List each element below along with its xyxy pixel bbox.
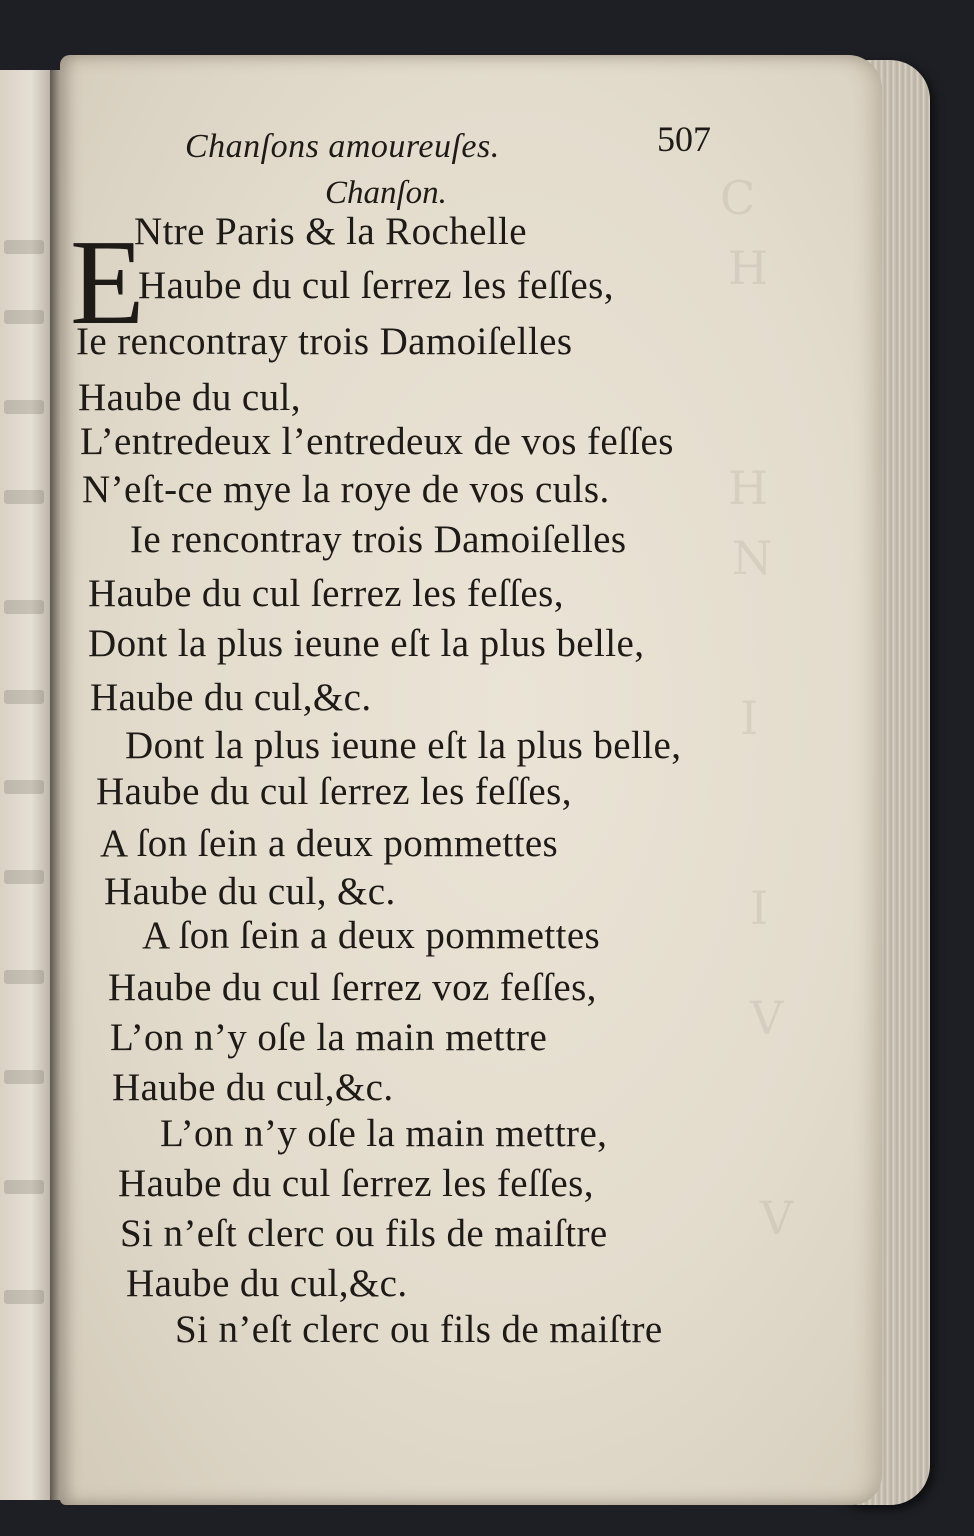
verse-line: Haube du cul, <box>78 376 301 419</box>
verse-line: Haube du cul, &c. <box>104 870 396 913</box>
verse-line: N’eſt-ce mye la roye de vos culs. <box>82 468 610 511</box>
verse-line: Si n’eſt clerc ou fils de maiſtre <box>120 1212 608 1255</box>
verse-line: Haube du cul ſerrez les feſſes, <box>138 264 614 307</box>
verse-line: L’on n’y oſe la main mettre, <box>160 1112 608 1155</box>
verse-line: Dont la plus ieune eſt la plus belle, <box>88 622 645 665</box>
verse-line: Haube du cul ſerrez voz feſſes, <box>108 966 597 1009</box>
verse-line: A ſon ſein a deux pommettes <box>142 914 601 957</box>
verse-line: Haube du cul,&c. <box>112 1066 394 1109</box>
section-title: Chanſon. <box>325 175 447 211</box>
page-paper: C H H N I I V V <box>60 55 882 1505</box>
running-head: Chanſons amoureuſes. <box>185 128 500 165</box>
verse-line: Ie rencontray trois Damoiſelles <box>76 320 573 363</box>
verse-line: Si n’eſt clerc ou fils de maiſtre <box>175 1308 663 1351</box>
drop-cap: E <box>70 215 145 350</box>
verse-line: Haube du cul ſerrez les feſſes, <box>88 572 564 615</box>
verse-line: L’entredeux l’entredeux de vos feſſes <box>80 420 674 463</box>
verse-line: L’on n’y oſe la main mettre <box>110 1016 548 1059</box>
verse-line: Haube du cul ſerrez les feſſes, <box>118 1162 594 1205</box>
verse-line: Ntre Paris & la Rochelle <box>134 210 527 253</box>
verse-line: A ſon ſein a deux pommettes <box>100 822 559 865</box>
verse-line: Haube du cul,&c. <box>126 1262 408 1305</box>
verse-line: Haube du cul ſerrez les feſſes, <box>96 770 572 813</box>
verse-line: Haube du cul,&c. <box>90 676 372 719</box>
page-number: 507 <box>657 119 711 159</box>
verse-line: Dont la plus ieune eſt la plus belle, <box>125 724 682 767</box>
verse-line: Ie rencontray trois Damoiſelles <box>130 518 627 561</box>
